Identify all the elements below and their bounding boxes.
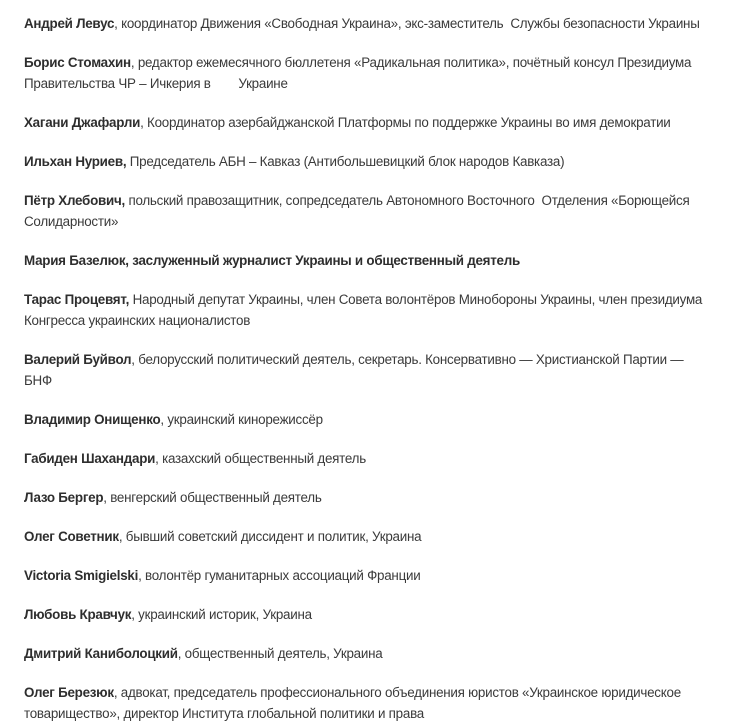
person-name: Валерий Буйвол	[24, 352, 132, 367]
person-name: Мария Базелюк	[24, 253, 126, 268]
list-item	[24, 526, 714, 547]
list-item	[24, 604, 714, 625]
person-name: Олег Березюк	[24, 685, 114, 700]
person-name: Габиден Шахандари	[24, 451, 156, 466]
person-description: , адвокат, председатель профессионального объединения юристов «Украинское юридическое товарищество», директор Института глобальной политики и права	[24, 685, 685, 721]
list-item	[24, 487, 714, 508]
person-description: , бывший советский диссидент и политик, Украина	[118, 529, 422, 544]
person-name: Victoria Smigielski	[24, 568, 139, 583]
list-item	[24, 349, 714, 391]
person-description: , редактор ежемесячного бюллетеня «Радикальная политика», почётный консул Президиума Правительства ЧР – Ичкерия в Украине	[24, 55, 695, 91]
list-item	[24, 52, 714, 94]
list-item	[24, 643, 714, 664]
person-description: , украинский историк, Украина	[131, 607, 312, 622]
person-description: , Координатор азербайджанской Платформы по поддержке Украины во имя демократии	[140, 115, 671, 130]
person-name: Пётр Хлебович,	[24, 193, 125, 208]
list-item	[24, 565, 714, 586]
person-name: Олег Советник	[24, 529, 119, 544]
person-name: Владимир Онищенко	[24, 412, 161, 427]
list-item	[24, 289, 714, 331]
person-description: Народный депутат Украины, член Совета волонтёров Минобороны Украины, член президиума Конгресса украинских националистов	[24, 292, 706, 328]
person-name: Тарас Процевят,	[24, 292, 130, 307]
person-name: Ильхан Нуриев,	[24, 154, 127, 169]
person-name: Хагани Джафарли	[24, 115, 141, 130]
list-item	[24, 190, 714, 232]
person-name: Андрей Левус	[24, 16, 115, 31]
list-item	[24, 151, 714, 172]
person-description: польский правозащитник, сопредседатель Автономного Восточного Отделения «Борющейся Солидарности»	[24, 193, 693, 229]
person-description: , венгерский общественный деятель	[103, 490, 322, 505]
person-description: , белорусский политический деятель, секретарь. Консервативно — Христианской Партии — БНФ	[24, 352, 687, 388]
person-description: , общественный деятель, Украина	[177, 646, 383, 661]
person-description: , волонтёр гуманитарных ассоциаций Франции	[138, 568, 421, 583]
person-name: Любовь Кравчук	[24, 607, 132, 622]
list-item	[24, 409, 714, 430]
list-item	[24, 682, 714, 724]
person-description: , украинский кинорежиссёр	[160, 412, 323, 427]
list-item	[24, 250, 714, 271]
list-item	[24, 448, 714, 469]
list-item	[24, 13, 714, 34]
person-description: , казахский общественный деятель	[155, 451, 366, 466]
person-name: Дмитрий Каниболоцкий	[24, 646, 178, 661]
list-item	[24, 112, 714, 133]
person-name: Борис Стомахин	[24, 55, 131, 70]
person-description: , заслуженный журналист Украины и общественный деятель	[125, 253, 520, 268]
person-description: Председатель АБН – Кавказ (Антибольшевицкий блок народов Кавказа)	[126, 154, 565, 169]
person-description: , координатор Движения «Свободная Украина», экс-заместитель Службы безопасности Украины	[114, 16, 700, 31]
person-name: Лазо Бергер	[24, 490, 104, 505]
